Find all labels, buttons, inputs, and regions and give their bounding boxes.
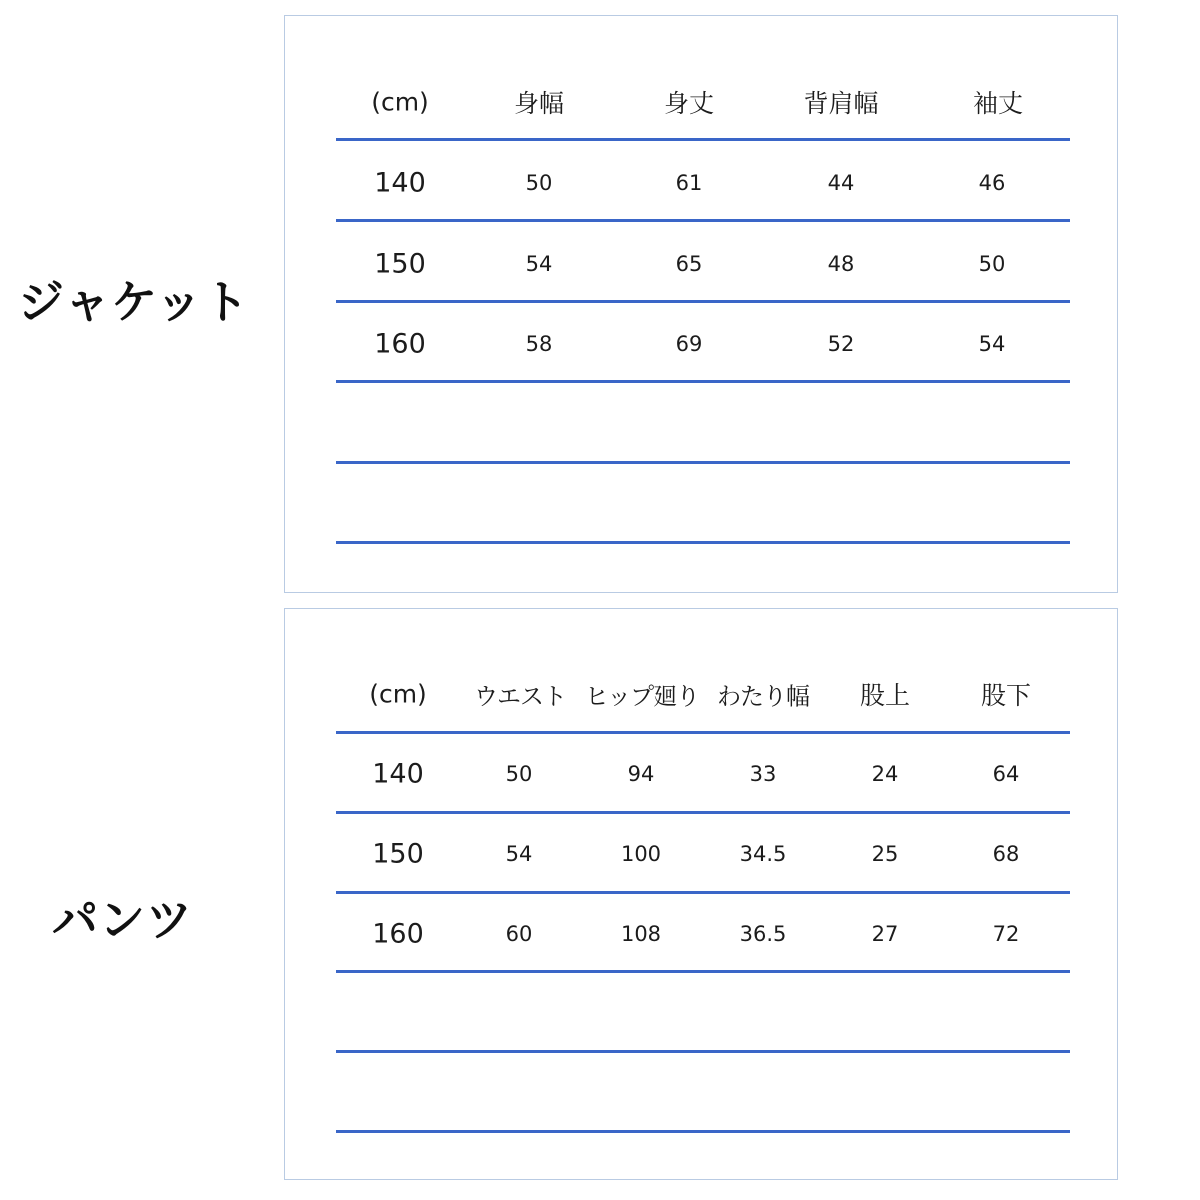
table-rule: [336, 970, 1070, 973]
table-header-thigh-width: わたり幅: [717, 682, 809, 711]
table-cell: 27: [871, 922, 899, 946]
table-header-sleeve-length: 袖丈: [972, 89, 1024, 118]
table-header-hip: ヒップ廻り: [584, 682, 700, 711]
pants-section-label: パンツ: [52, 893, 193, 947]
size-label: 140: [372, 758, 424, 790]
size-label: 150: [374, 248, 426, 280]
table-cell: 94: [627, 762, 655, 786]
table-rule: [336, 380, 1070, 383]
table-cell: 54: [505, 842, 533, 866]
table-cell: 58: [525, 332, 553, 356]
table-header-waist: ウエスト: [474, 682, 566, 711]
table-cell: 65: [675, 252, 703, 276]
table-cell: 100: [620, 842, 662, 866]
table-header-body-length: 身丈: [663, 89, 715, 118]
table-rule: [336, 138, 1070, 141]
table-cell: 46: [978, 171, 1006, 195]
table-cell: 54: [978, 332, 1006, 356]
table-rule: [336, 541, 1070, 544]
table-cell: 52: [827, 332, 855, 356]
table-cell: 48: [827, 252, 855, 276]
table-cell: 36.5: [739, 922, 787, 946]
size-label: 160: [372, 918, 424, 950]
jacket-size-table: [284, 15, 1118, 593]
table-cell: 108: [620, 922, 662, 946]
table-header-unit: (cm): [371, 87, 429, 117]
table-header-rise: 股上: [859, 681, 911, 710]
table-rule: [336, 891, 1070, 894]
table-cell: 50: [505, 762, 533, 786]
size-label: 140: [374, 167, 426, 199]
table-cell: 61: [675, 171, 703, 195]
table-header-unit: (cm): [369, 679, 427, 709]
table-header-inseam: 股下: [980, 681, 1032, 710]
table-cell: 34.5: [739, 842, 787, 866]
table-rule: [336, 461, 1070, 464]
table-cell: 44: [827, 171, 855, 195]
table-cell: 69: [675, 332, 703, 356]
table-rule: [336, 1130, 1070, 1133]
table-rule: [336, 1050, 1070, 1053]
table-header-shoulder-width: 背肩幅: [803, 89, 879, 118]
table-cell: 68: [992, 842, 1020, 866]
table-cell: 72: [992, 922, 1020, 946]
pants-size-table: [284, 608, 1118, 1180]
size-label: 160: [374, 328, 426, 360]
table-rule: [336, 300, 1070, 303]
table-header-body-width: 身幅: [513, 89, 565, 118]
table-rule: [336, 219, 1070, 222]
table-cell: 24: [871, 762, 899, 786]
table-cell: 50: [978, 252, 1006, 276]
table-cell: 50: [525, 171, 553, 195]
size-label: 150: [372, 838, 424, 870]
table-cell: 33: [749, 762, 777, 786]
table-cell: 64: [992, 762, 1020, 786]
table-rule: [336, 731, 1070, 734]
jacket-section-label: ジャケット: [18, 275, 250, 329]
table-rule: [336, 811, 1070, 814]
table-cell: 25: [871, 842, 899, 866]
table-cell: 60: [505, 922, 533, 946]
table-cell: 54: [525, 252, 553, 276]
